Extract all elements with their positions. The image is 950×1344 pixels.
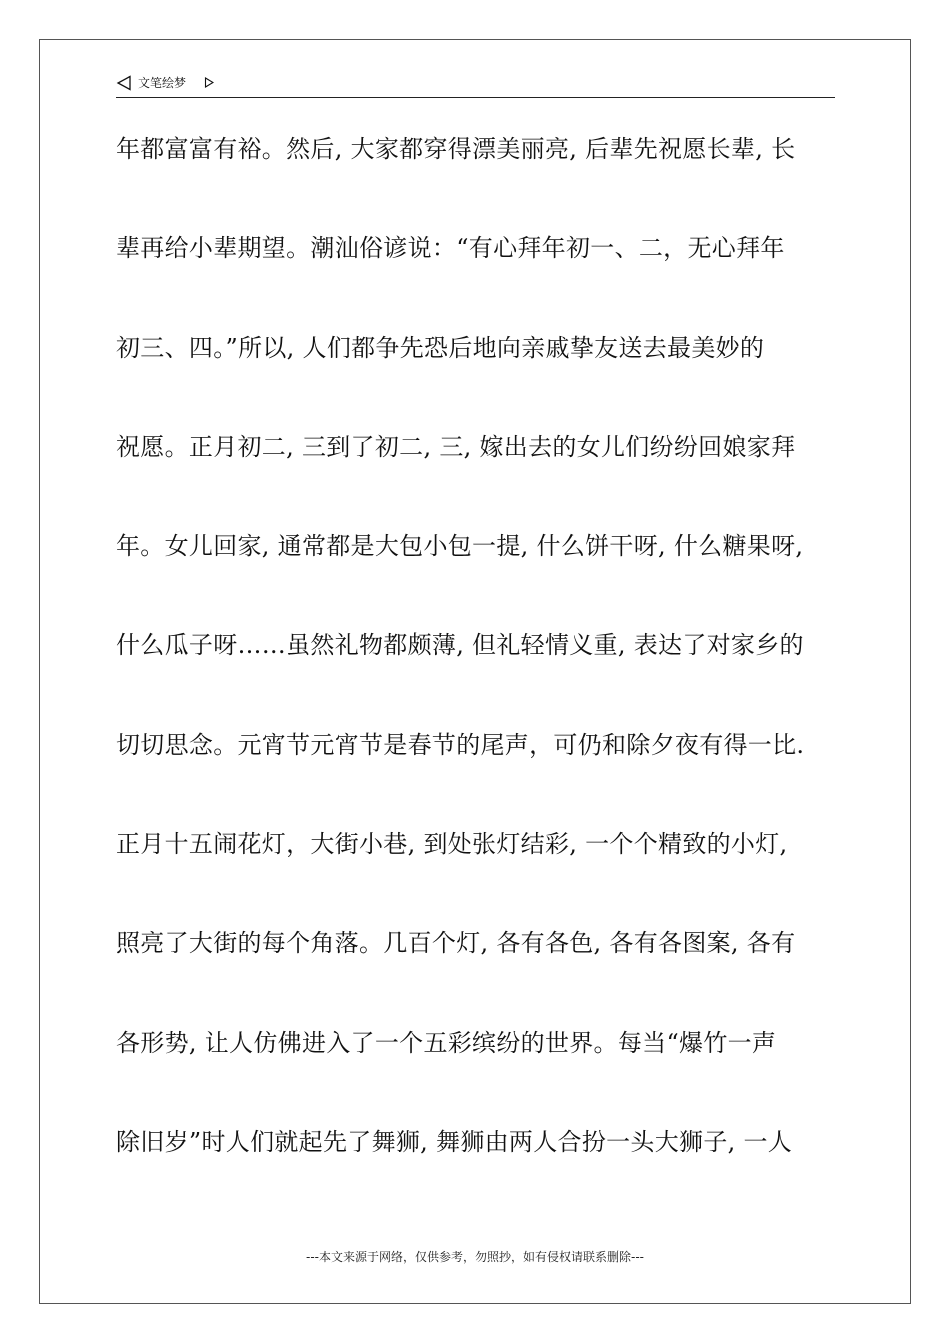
paragraph-line: 辈再给小辈期望。潮汕俗谚说：“有心拜年初一、二，无心拜年: [116, 234, 785, 263]
paragraph-line: 年都富富有裕。然后, 大家都穿得漂美丽亮, 后辈先祝愿长辈, 长: [116, 135, 796, 163]
paragraph-line: 照亮了大街的每个角落。几百个灯, 各有各色, 各有各图案, 各有: [116, 929, 796, 958]
footer-disclaimer: ---本文来源于网络，仅供参考，勿照抄，如有侵权请联系删除---: [306, 1250, 644, 1264]
paragraph-line: 年。女儿回家, 通常都是大包小包一提, 什么饼干呀, 什么糖果呀,: [116, 532, 804, 561]
document-body: [116, 131, 846, 1223]
paragraph-line: 祝愿。正月初二, 三到了初二, 三, 嫁出去的女儿们纷纷回娘家拜: [116, 432, 796, 461]
paragraph-line: 正月十五闹花灯，大街小巷, 到处张灯结彩, 一个个精致的小灯,: [116, 830, 788, 859]
page-header: [116, 74, 835, 98]
triangle-right-outline-icon: [204, 77, 214, 88]
paragraph-line: 切切思念。元宵节元宵节是春节的尾声，可仍和除夕夜有得一比.: [116, 730, 805, 759]
paragraph-line: 初三、四。”所以, 人们都争先恐后地向亲戚挚友送去最美妙的: [116, 333, 765, 362]
header-title: 文笔绘梦: [138, 76, 187, 90]
paragraph-line: 除旧岁”时人们就起先了舞狮, 舞狮由两人合扮一头大狮子, 一人: [116, 1127, 793, 1156]
paragraph-line: 各形势, 让人仿佛进入了一个五彩缤纷的世界。每当“爆竹一声: [116, 1028, 777, 1057]
paragraph-line: 什么瓜子呀……虽然礼物都颇薄, 但礼轻情义重, 表达了对家乡的: [116, 631, 804, 660]
triangle-left-outline-icon: [116, 75, 132, 91]
